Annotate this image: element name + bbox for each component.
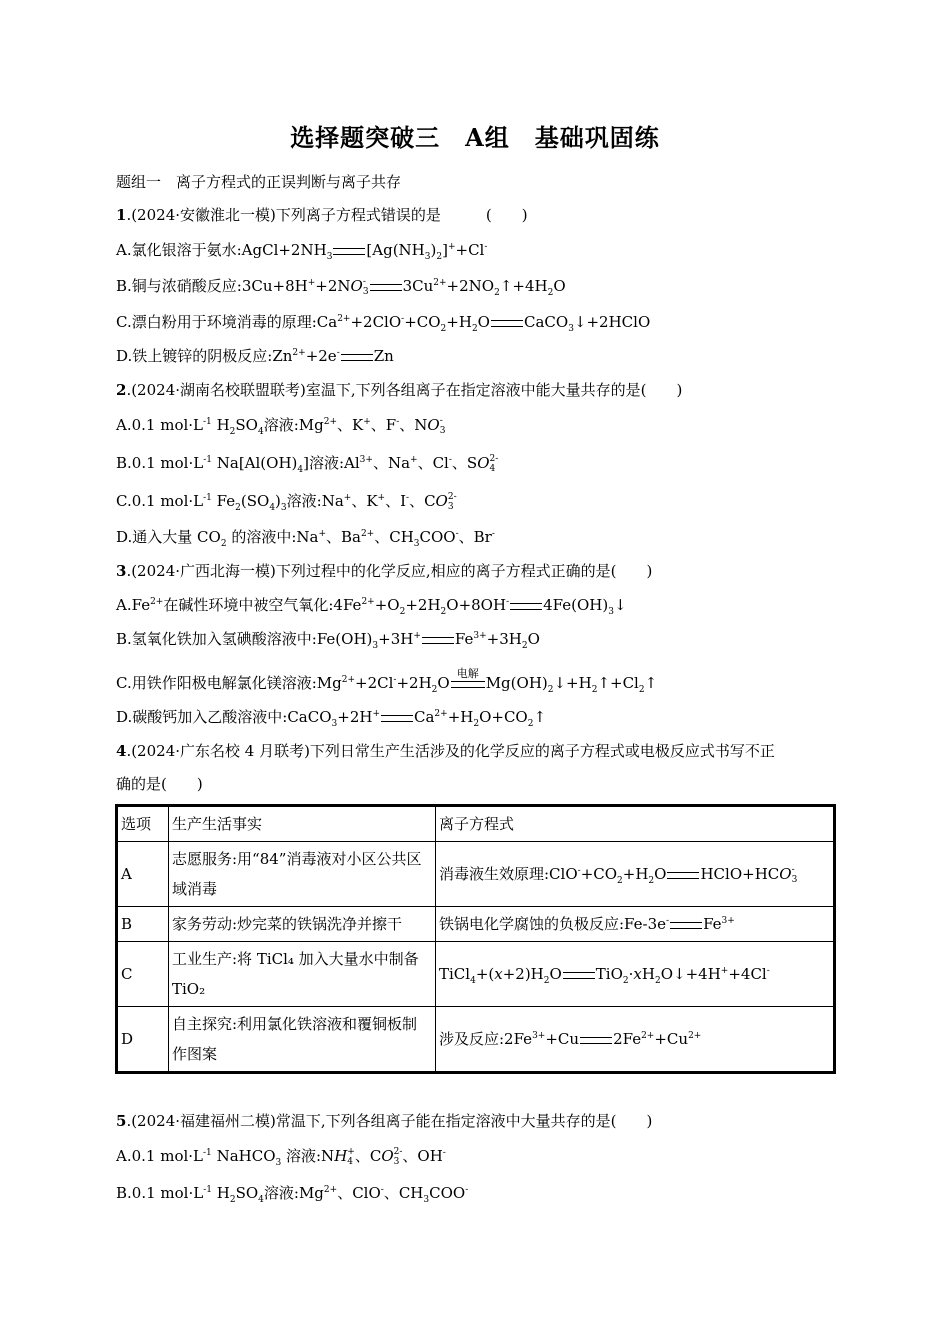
question-1-stem: 1.(2024·安徽淮北一模)下列离子方程式错误的是 ( ) — [116, 206, 528, 224]
question-3-option-a: $A.Fe^{2+}$在碱性环境中被空气氧化$:4Fe^{2+}+O_2+2H_2O+8OH^-$ $4Fe(OH)_3↓$ — [116, 596, 627, 617]
question-5-option-a: A.0.1 $mol\cdot L^{-1}$ NaHCO$_3$ 溶液:NH + 4 、CO 2- 3 、OH- — [116, 1147, 446, 1168]
option-label: B — [117, 907, 169, 942]
table-header-row — [117, 806, 835, 842]
question-4-stem: 4.(2024·广东名校 4 月联考)下列日常生产生活涉及的化学反应的离子方程式或电极反应式书写不正 — [116, 742, 775, 760]
equation-cell: $TiCl_4+(x+2)H_2O$ $TiO_2\cdot xH_2O↓+4H^++4Cl^-$ — [436, 942, 835, 1007]
table-row — [117, 907, 835, 942]
table-header: 离子方程式 — [436, 806, 835, 842]
question-1-option-c: C.漂白粉用于环境消毒的原理$:Ca^{2+}+2ClO^-+CO_2+H_2O$ CaCO$_3$↓+2HClO — [116, 313, 651, 334]
question-1-option-a: A.氯化银溶于氨水$:AgCl+2NH_3$ $[Ag(NH_3)_2]^++Cl^-$ — [116, 241, 488, 262]
question-2-option-c: C.0.1 $mol\cdot L^{-1}$ $Fe_2(SO_4)_3$溶液:Na+、K+、I-、CO 2- 3 — [116, 492, 457, 513]
question-2-stem: 2.(2024·湖南名校联盟联考)室温下,下列各组离子在指定溶液中能大量共存的是( ) — [116, 381, 683, 399]
table-header: 选项 — [117, 806, 169, 842]
option-label: A — [117, 842, 169, 907]
question-2-option-a: A.0.1 $mol\cdot L^{-1}$ $H_2SO_4$溶液$:Mg^{2+}$、K+、F-、NO - 3 — [116, 416, 446, 437]
question-2-option-b: B.0.1 $mol\cdot L^{-1}$ $Na[Al(OH)_4]$溶液$:Al^{3+}$、Na+、Cl-、SO 2- 4 — [116, 454, 499, 475]
question-4-stem-cont: 确的是( ) — [116, 775, 203, 793]
fact-cell: 志愿服务:用“84”消毒液对小区公共区域消毒 — [169, 842, 436, 907]
option-label: D — [117, 1007, 169, 1073]
question-1-option-d: D.铁上镀锌的阴极反应$:Zn^{2+}+2e^-$ Zn — [116, 347, 394, 365]
fact-cell: 工业生产:将 TiCl₄ 加入大量水中制备 TiO₂ — [169, 942, 436, 1007]
group-heading: 题组一 离子方程式的正误判断与离子共存 — [116, 173, 402, 191]
table-row — [117, 842, 835, 907]
question-3-option-c: C.用铁作阳极电解氯化镁溶液$:Mg^{2+}+2Cl^-+2H_2O$ 电解 $Mg(OH)_2↓+H_2↑+Cl_2↑$ — [116, 666, 658, 695]
equation-cell: 铁锅电化学腐蚀的负极反应:Fe-3e- $Fe^{3+}$ — [436, 907, 835, 942]
table-header: 生产生活事实 — [169, 806, 436, 842]
equation-cell: 消毒液生效原理$:ClO^-+CO_2+H_2O$ HClO+HCO - 3 — [436, 842, 835, 907]
option-label: C — [117, 942, 169, 1007]
options-table — [115, 804, 836, 1074]
fact-cell: 家务劳动:炒完菜的铁锅洗净并擦干 — [169, 907, 436, 942]
question-5-stem: 5.(2024·福建福州二模)常温下,下列各组离子能在指定溶液中大量共存的是( ) — [116, 1112, 653, 1130]
equation-cell: 涉及反应$:2Fe^{3+}+Cu$ $2Fe^{2+}+Cu^{2+}$ — [436, 1007, 835, 1073]
question-5-option-b: B.0.1 $mol\cdot L^{-1}$ $H_2SO_4$溶液$:Mg^{2+}$、ClO-、$CH_3COO^-$ — [116, 1184, 469, 1205]
table-row — [117, 942, 835, 1007]
question-1-option-b: B.铜与浓硝酸反应:3Cu+8H++2NO - 3 $3Cu^{2+}+2NO_2↑+4H_2O$ — [116, 277, 566, 298]
question-3-option-b: B.氢氧化铁加入氢碘酸溶液中$:Fe(OH)_3+3H^+$ $Fe^{3+}+3H_2O$ — [116, 630, 540, 651]
question-3-stem: 3.(2024·广西北海一模)下列过程中的化学反应,相应的离子方程式正确的是( ) — [116, 562, 653, 580]
table-row — [117, 1007, 835, 1073]
question-2-option-d: D.通入大量 $CO_2$ 的溶液中:Na+、$Ba^{2+}$、$CH_3COO^-$、Br- — [116, 528, 495, 549]
page-title: 选择题突破三 A组 基础巩固练 — [290, 123, 660, 152]
question-3-option-d: D.碳酸钙加入乙酸溶液中:CaCO$_3$+2H+ $Ca^{2+}+H_2O+CO_2↑$ — [116, 708, 547, 729]
fact-cell: 自主探究:利用氯化铁溶液和覆铜板制作图案 — [169, 1007, 436, 1073]
